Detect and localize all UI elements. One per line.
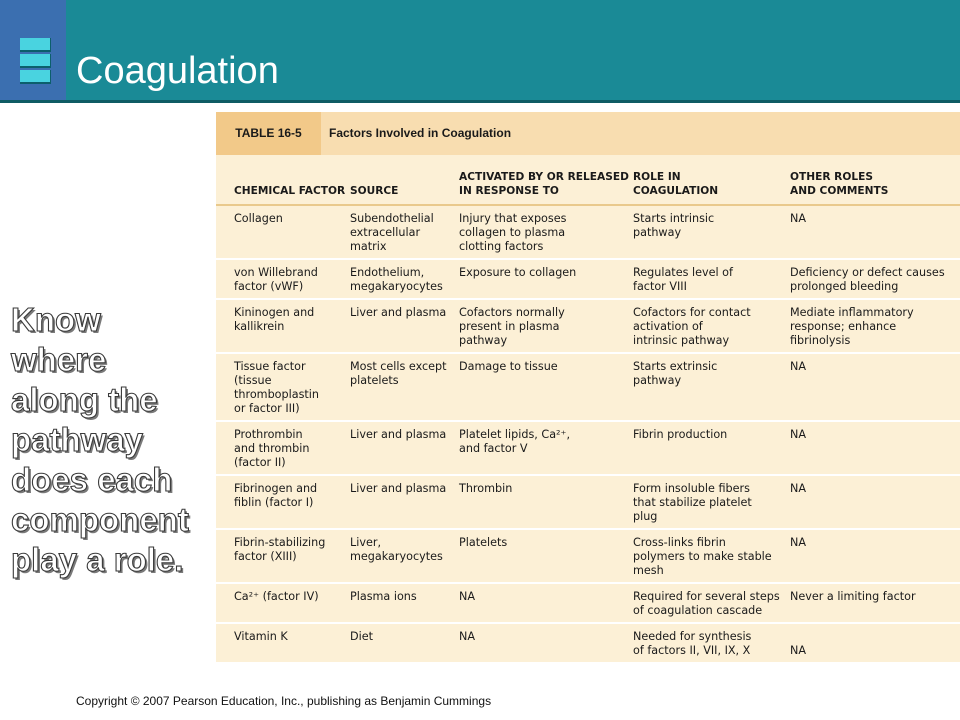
table-cell xyxy=(216,353,350,421)
table-header-row xyxy=(216,155,960,205)
side-note-line: along the xyxy=(11,381,158,418)
table-cell-text: Liver and plasma xyxy=(350,482,447,495)
table-row xyxy=(216,623,960,663)
side-note-line: component xyxy=(11,501,189,538)
copyright-notice: Copyright © 2007 Pearson Education, Inc., publishing as Benjamin Cummings xyxy=(76,694,492,708)
table-cell-text: Collagen xyxy=(234,212,283,225)
table-cell-text: Form insoluble fibers that stabilize platelet plug xyxy=(633,482,752,523)
table-cell-text: Most cells except platelets xyxy=(350,360,447,387)
table-row xyxy=(216,299,960,353)
table-cell-text: Diet xyxy=(350,630,373,643)
table-cell xyxy=(216,623,350,663)
column-header-label: ACTIVATED BY OR RELEASED IN RESPONSE TO xyxy=(459,171,629,197)
column-header-label: CHEMICAL FACTOR xyxy=(234,185,346,197)
table-cell-text: Platelet lipids, Ca²⁺, and factor V xyxy=(459,428,570,455)
column-header-label: ROLE IN COAGULATION xyxy=(633,171,719,197)
table-cell-text: Exposure to collagen xyxy=(459,266,577,279)
table-cell-text: Liver and plasma xyxy=(350,306,447,319)
table-cell xyxy=(459,421,633,475)
table-cell-text: von Willebrand factor (vWF) xyxy=(234,266,318,293)
column-header xyxy=(633,155,790,205)
table-cell xyxy=(459,353,633,421)
table-cell-text: Fibrin production xyxy=(633,428,728,441)
table-cell xyxy=(216,205,350,259)
table-cell xyxy=(633,299,790,353)
table-cell xyxy=(459,475,633,529)
table-cell xyxy=(633,205,790,259)
table-cell-text: Platelets xyxy=(459,536,508,549)
table-cell-text: Endothelium, megakaryocytes xyxy=(350,266,443,293)
table-cell-text: Liver, megakaryocytes xyxy=(350,536,443,563)
side-note-line: pathway xyxy=(11,421,144,458)
table-cell-text: Liver and plasma xyxy=(350,428,447,441)
table-cell xyxy=(633,529,790,583)
table-cell-text: Starts intrinsic pathway xyxy=(633,212,715,239)
table-cell xyxy=(350,299,459,353)
table-cell xyxy=(633,475,790,529)
table-cell xyxy=(459,259,633,299)
table-row xyxy=(216,475,960,529)
table-cell xyxy=(790,623,960,663)
table-cell xyxy=(790,259,960,299)
table-cell-text: Subendothelial extracellular matrix xyxy=(350,212,434,253)
table-cell xyxy=(633,623,790,663)
table-cell-text: NA xyxy=(459,590,476,603)
table-cell xyxy=(790,583,960,623)
column-header xyxy=(216,155,350,205)
table-cell-text: Fibrinogen and fiblin (factor I) xyxy=(234,482,318,509)
table-cell-text: Cofactors for contact activation of intrinsic pathway xyxy=(633,306,751,347)
table-cell-text: NA xyxy=(790,482,807,495)
table-row xyxy=(216,421,960,475)
table-cell-text: Cross-links fibrin polymers to make stable mesh xyxy=(633,536,772,577)
table-cell-text: Tissue factor (tissue thromboplastin or factor III) xyxy=(234,360,319,415)
table-cell-text: Regulates level of factor VIII xyxy=(633,266,733,293)
table-cell xyxy=(350,421,459,475)
table-cell-text: Fibrin-stabilizing factor (XIII) xyxy=(234,536,326,563)
side-note-line: does each xyxy=(11,461,173,498)
factors-table xyxy=(216,155,960,664)
logo-bar xyxy=(20,54,51,68)
table-cell xyxy=(633,583,790,623)
table-cell-text: Needed for synthesis of factors II, VII, IX, X xyxy=(633,630,752,657)
table-cell xyxy=(350,583,459,623)
title-divider xyxy=(0,100,960,103)
table-cell xyxy=(790,475,960,529)
table-cell-text: Ca²⁺ (factor IV) xyxy=(234,590,319,603)
table-cell-text: NA xyxy=(790,428,807,441)
table-cell-text: Kininogen and kallikrein xyxy=(234,306,315,333)
column-header-label: SOURCE xyxy=(350,185,399,197)
table-cell xyxy=(350,475,459,529)
table-cell xyxy=(216,529,350,583)
side-note xyxy=(11,300,221,580)
side-note-line: Know xyxy=(11,301,101,338)
table-cell-text: NA xyxy=(790,536,807,549)
table-cell xyxy=(459,623,633,663)
table-cell xyxy=(350,529,459,583)
table-cell xyxy=(633,421,790,475)
column-header xyxy=(459,155,633,205)
table-cell xyxy=(216,299,350,353)
column-header xyxy=(790,155,960,205)
table-row xyxy=(216,583,960,623)
table-row xyxy=(216,259,960,299)
table-cell xyxy=(216,259,350,299)
title-bar xyxy=(0,0,960,100)
table-cell xyxy=(790,529,960,583)
table-cell xyxy=(790,353,960,421)
table-row xyxy=(216,205,960,259)
table-cell-text: Mediate inflammatory response; enhance fibrinolysis xyxy=(790,306,914,347)
table-cell xyxy=(350,353,459,421)
table-cell-text: Thrombin xyxy=(459,482,513,495)
table-cell xyxy=(459,529,633,583)
table-cell xyxy=(216,421,350,475)
slide-logo-icon xyxy=(20,38,50,86)
side-note-line: play a role. xyxy=(11,541,184,578)
table-cell-text: NA xyxy=(459,630,476,643)
table-caption: Factors Involved in Coagulation xyxy=(321,112,960,155)
table-cell-text: NA xyxy=(790,644,807,657)
table-cell xyxy=(216,583,350,623)
column-header xyxy=(350,155,459,205)
table-cell-text: Prothrombin and thrombin (factor II) xyxy=(234,428,310,469)
table-row xyxy=(216,529,960,583)
table-cell xyxy=(459,205,633,259)
table-cell xyxy=(633,259,790,299)
table-cell xyxy=(350,205,459,259)
logo-bar xyxy=(20,70,51,84)
logo-bar xyxy=(20,38,51,52)
table-row xyxy=(216,353,960,421)
table-cell xyxy=(350,623,459,663)
factors-table-panel xyxy=(216,112,960,662)
table-cell-text: Damage to tissue xyxy=(459,360,558,373)
table-cell xyxy=(350,259,459,299)
table-body xyxy=(216,205,960,663)
table-cell xyxy=(459,583,633,623)
table-cell-text: Required for several steps of coagulation cascade xyxy=(633,590,780,617)
table-cell xyxy=(633,353,790,421)
table-label: TABLE 16-5 xyxy=(216,112,321,155)
table-cell-text: Vitamin K xyxy=(234,630,288,643)
side-note-line: where xyxy=(11,341,107,378)
table-cell xyxy=(459,299,633,353)
column-header-label: OTHER ROLES AND COMMENTS xyxy=(790,171,889,197)
table-cell xyxy=(790,205,960,259)
table-cell-text: Cofactors normally present in plasma pathway xyxy=(459,306,565,347)
table-cell-text: Plasma ions xyxy=(350,590,417,603)
slide-title: Coagulation xyxy=(76,50,279,92)
table-cell xyxy=(216,475,350,529)
table-cell-text: NA xyxy=(790,212,807,225)
table-cell xyxy=(790,421,960,475)
table-cell-text: Never a limiting factor xyxy=(790,590,916,603)
table-cell-text: Starts extrinsic pathway xyxy=(633,360,718,387)
table-cell xyxy=(790,299,960,353)
table-cell-text: NA xyxy=(790,360,807,373)
table-cell-text: Deficiency or defect causes prolonged bleeding xyxy=(790,266,945,293)
table-cell-text: Injury that exposes collagen to plasma clotting factors xyxy=(459,212,567,253)
